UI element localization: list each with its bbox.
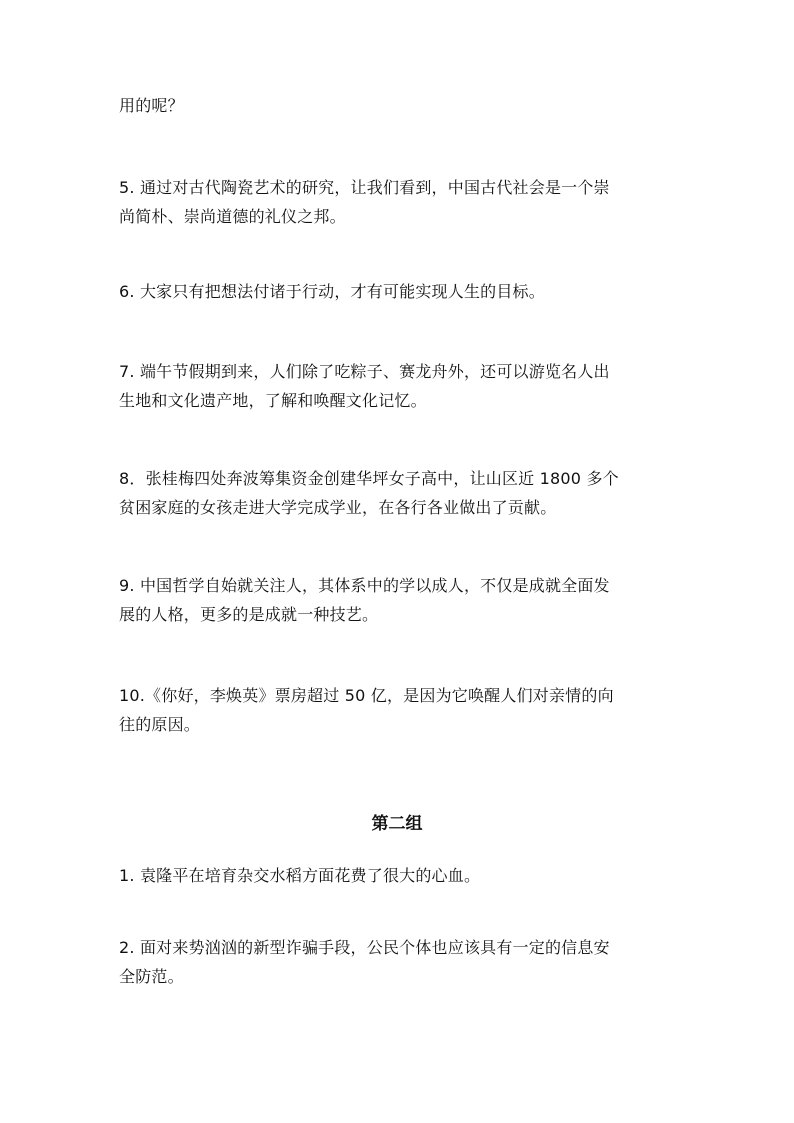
text-line: 7. 端午节假期到来，人们除了吃粽子、赛龙舟外，还可以游览名人出 — [119, 362, 610, 381]
text-line: 10.《你好，李焕英》票房超过 50 亿，是因为它唤醒人们对亲情的向 — [119, 686, 614, 705]
text-line: 贫困家庭的女孩走进大学完成学业，在各行各业做出了贡献。 — [119, 498, 557, 517]
text-line: 6. 大家只有把想法付诸于行动，才有可能实现人生的目标。 — [119, 282, 545, 301]
text-line: 尚简朴、崇尚道德的礼仪之邦。 — [119, 207, 346, 226]
text-line: 全防范。 — [119, 967, 184, 986]
text-line: 用的呢？ — [119, 96, 184, 115]
text-line: 生地和文化遗产地，了解和唤醒文化记忆。 — [119, 391, 427, 410]
text-line: 9. 中国哲学自始就关注人，其体系中的学以成人，不仅是成就全面发 — [119, 576, 610, 595]
text-line: 往的原因。 — [119, 715, 201, 734]
text-line: 8．张桂梅四处奔波筹集资金创建华坪女子高中，让山区近 1800 多个 — [119, 469, 619, 488]
text-line: 2. 面对来势汹汹的新型诈骗手段，公民个体也应该具有一定的信息安 — [119, 938, 610, 957]
section-heading: 第二组 — [371, 814, 423, 834]
text-line: 5. 通过对古代陶瓷艺术的研究，让我们看到，中国古代社会是一个崇 — [119, 178, 610, 197]
text-line: 1. 袁隆平在培育杂交水稻方面花费了很大的心血。 — [119, 866, 481, 885]
text-line: 展的人格，更多的是成就一种技艺。 — [119, 605, 379, 624]
